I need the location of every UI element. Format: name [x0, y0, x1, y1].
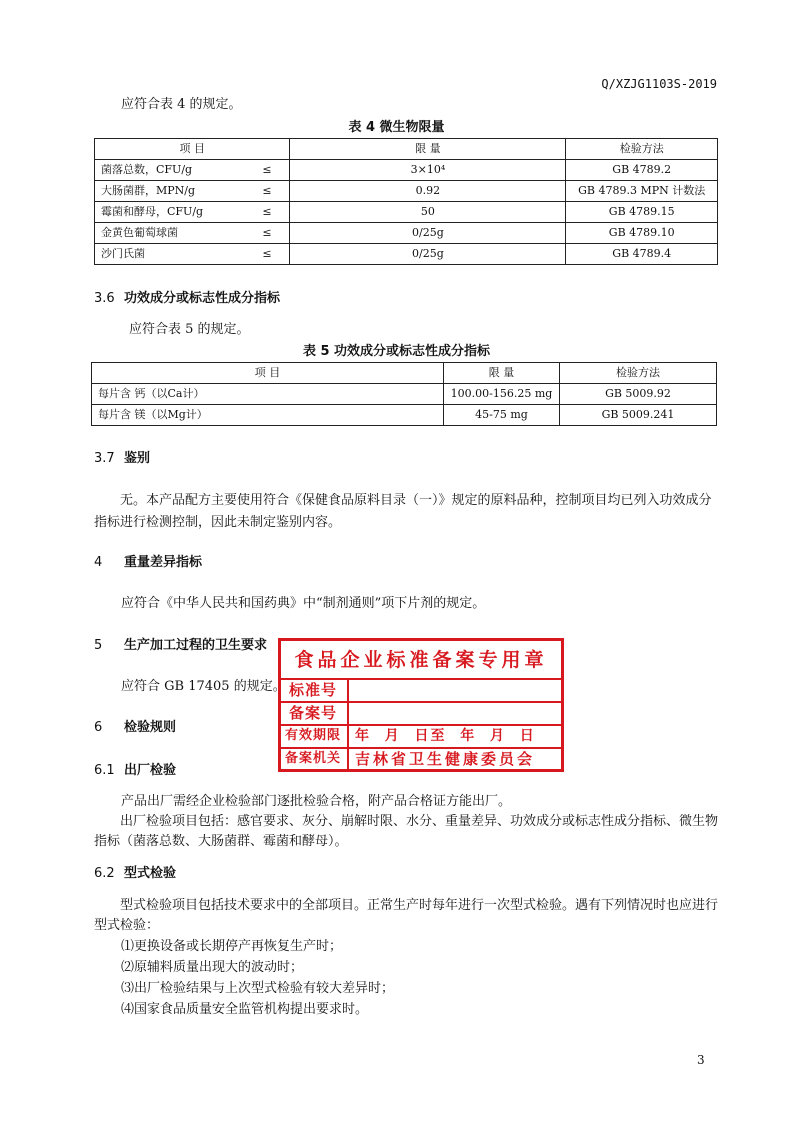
- table4-caption: 表 4 微生物限量: [348, 120, 445, 135]
- cell-limit: 45-75 mg: [444, 405, 560, 426]
- section-3-6-text: 应符合表 5 的规定。: [129, 322, 250, 337]
- cell-limit: 0.92: [290, 181, 566, 202]
- cell-method: GB 5009.241: [560, 405, 717, 426]
- cell-sym: ≤: [245, 244, 290, 265]
- cell-item: 每片含 镁（以Mg计）: [92, 405, 444, 426]
- table-row: [95, 160, 718, 181]
- header-method: 检验方法: [560, 363, 717, 384]
- stamp-authority-value: 吉林省卫生健康委员会: [355, 750, 536, 768]
- page-number: 3: [697, 1053, 705, 1067]
- section-6-1-paragraph-2: 出厂检验项目包括：感官要求、灰分、崩解时限、水分、重量差异、功效成分或标志性成分指标、微生物指标（菌落总数、大肠菌群、霉菌和酵母）。: [94, 814, 719, 849]
- stamp-label-authority: 备案机关: [285, 751, 342, 766]
- section-6-2-paragraph: 型式检验项目包括技术要求中的全部项目。正常生产时每年进行一次型式检验。遇有下列情况时也应进行型式检验：: [94, 898, 719, 933]
- list-item: ⑶出厂检验结果与上次型式检验有较大差异时；: [121, 981, 395, 996]
- table-row: [95, 223, 718, 244]
- stamp-title: 食品企业标准备案专用章: [294, 649, 548, 671]
- filing-stamp: [278, 638, 564, 772]
- cell-limit: 100.00-156.25 mg: [444, 384, 560, 405]
- section-4-heading: [94, 553, 202, 573]
- table-row: [92, 405, 717, 426]
- section-number: 5: [94, 638, 103, 653]
- stamp-label-filing-no: 备案号: [289, 704, 338, 722]
- section-number: 3.6: [94, 291, 115, 306]
- section-title: 功效成分或标志性成分指标: [124, 291, 281, 306]
- section-number: 6.2: [94, 866, 115, 881]
- cell-method: GB 4789.2: [566, 160, 718, 181]
- cell-limit: 0/25g: [290, 244, 566, 265]
- section-title: 检验规则: [124, 720, 177, 735]
- cell-item: 霉菌和酵母，CFU/g: [95, 202, 245, 223]
- cell-method: GB 4789.15: [566, 202, 718, 223]
- list-item: ⑴更换设备或长期停产再恢复生产时；: [121, 939, 343, 954]
- list-item: ⑷国家食品质量安全监管机构提出要求时。: [121, 1002, 369, 1017]
- cell-sym: ≤: [245, 160, 290, 181]
- cell-limit: 50: [290, 202, 566, 223]
- section-title: 型式检验: [124, 866, 177, 881]
- cell-item: 金黄色葡萄球菌: [95, 223, 245, 244]
- section-3-7-text: 无。本产品配方主要使用符合《保健食品原料目录（一）》规定的原料品种，控制项目均已列入功效成分指标进行检测控制，因此未制定鉴别内容。: [94, 493, 712, 530]
- cell-method: GB 4789.3 MPN 计数法: [566, 181, 718, 202]
- stamp-label-validity: 有效期限: [285, 728, 342, 743]
- section-6-1-paragraph-1: 产品出厂需经企业检验部门逐批检验合格，附产品合格证方能出厂。: [121, 794, 512, 809]
- cell-item: 每片含 钙（以Ca计）: [92, 384, 444, 405]
- table4: [94, 138, 718, 265]
- header-limit: 限 量: [290, 139, 566, 160]
- section-3-6-heading: [94, 289, 280, 309]
- section-title: 鉴别: [124, 451, 151, 466]
- section-3-7-heading: [94, 449, 150, 469]
- cell-method: GB 4789.10: [566, 223, 718, 244]
- cell-limit: 0/25g: [290, 223, 566, 244]
- section-4-text: 应符合《中华人民共和国药典》中“制剂通则”项下片剂的规定。: [121, 596, 486, 611]
- section-6-heading: [94, 718, 176, 738]
- cell-method: GB 4789.4: [566, 244, 718, 265]
- section-title: 重量差异指标: [124, 555, 203, 570]
- table-header-row: [95, 139, 718, 160]
- header-method: 检验方法: [566, 139, 718, 160]
- section-number: 3.7: [94, 451, 115, 466]
- cell-sym: ≤: [245, 202, 290, 223]
- cell-limit: 3×10⁴: [290, 160, 566, 181]
- section-5-text: 应符合 GB 17405 的规定。: [121, 679, 286, 694]
- table-row: [92, 384, 717, 405]
- header-item: 项 目: [95, 139, 290, 160]
- document-id: Q/XZJG1103S-2019: [601, 77, 717, 91]
- table-row: [95, 202, 718, 223]
- cell-sym: ≤: [245, 181, 290, 202]
- cell-item: 菌落总数，CFU/g: [95, 160, 245, 181]
- section-5-heading: [94, 636, 267, 656]
- section-number: 6.1: [94, 763, 115, 778]
- table-header-row: [92, 363, 717, 384]
- intro-line: 应符合表 4 的规定。: [121, 97, 242, 112]
- table-row: [95, 244, 718, 265]
- header-limit: 限 量: [444, 363, 560, 384]
- section-title: 出厂检验: [124, 763, 177, 778]
- header-item: 项 目: [92, 363, 444, 384]
- list-item: ⑵原辅料质量出现大的波动时；: [121, 960, 304, 975]
- cell-method: GB 5009.92: [560, 384, 717, 405]
- table-row: [95, 181, 718, 202]
- section-6-1-heading: [94, 761, 176, 781]
- cell-sym: ≤: [245, 223, 290, 244]
- cell-item: 沙门氏菌: [95, 244, 245, 265]
- table5: [91, 362, 717, 426]
- section-6-2-heading: [94, 864, 176, 884]
- stamp-label-standard-no: 标准号: [289, 681, 338, 699]
- section-number: 6: [94, 720, 103, 735]
- table5-caption: 表 5 功效成分或标志性成分指标: [302, 344, 491, 359]
- stamp-validity-value: 年 月 日至 年 月 日: [355, 728, 536, 744]
- section-number: 4: [94, 555, 103, 570]
- cell-item: 大肠菌群，MPN/g: [95, 181, 245, 202]
- section-title: 生产加工过程的卫生要求: [124, 638, 268, 653]
